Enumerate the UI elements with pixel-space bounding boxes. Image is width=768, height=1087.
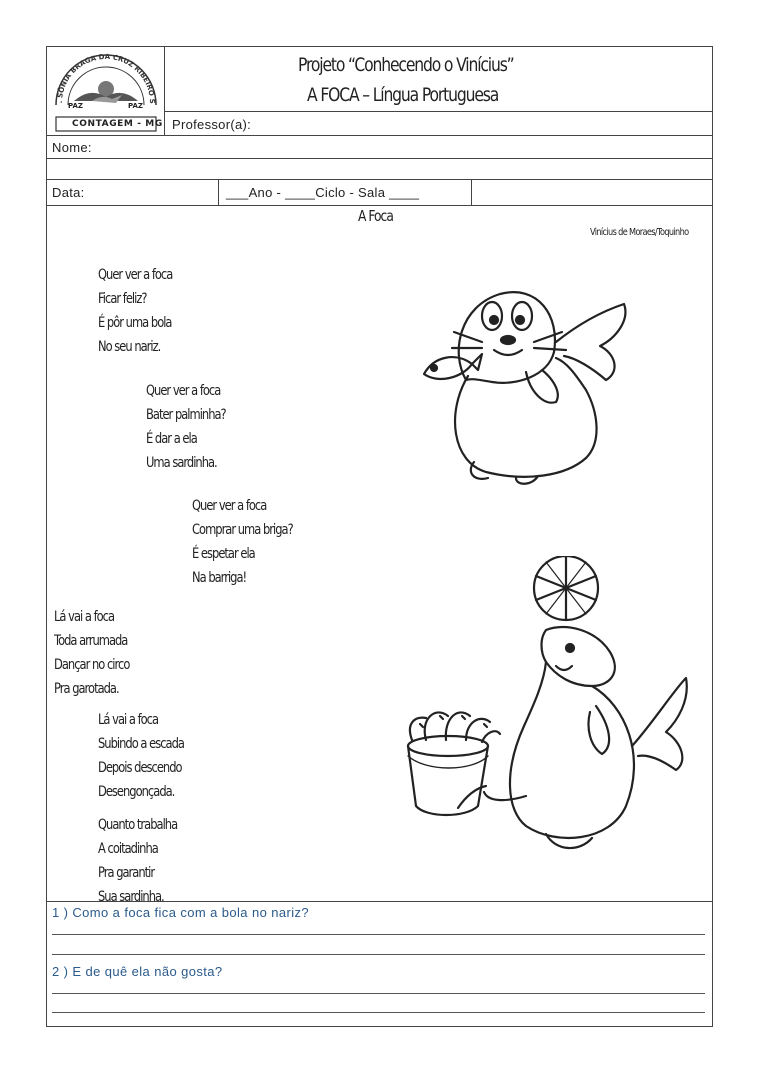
stanza-3 bbox=[192, 494, 293, 590]
poem-line: Pra garotada. bbox=[54, 681, 119, 697]
svg-text:E. M. SÔNIA BRAGA DA CRUZ RIBE: . SÔNIA BRAGA DA CRUZ RIBEIRO S bbox=[55, 52, 157, 104]
poem-line: Lá vai a foca bbox=[54, 609, 115, 625]
logo-motto-right: PAZ bbox=[128, 102, 143, 110]
teacher-row-divider bbox=[46, 135, 713, 136]
poem-line: É dar a ela bbox=[146, 431, 197, 447]
poem-line: Uma sardinha. bbox=[146, 455, 217, 471]
poem-line: Depois descendo bbox=[98, 760, 182, 776]
poem-line: No seu nariz. bbox=[98, 339, 161, 355]
poem-line: Ficar feliz? bbox=[98, 291, 147, 307]
poem-title: A Foca bbox=[358, 207, 393, 225]
poem-line: Sua sardinha. bbox=[98, 889, 164, 905]
spacer-row-divider bbox=[46, 179, 713, 180]
date-label: Data: bbox=[52, 185, 85, 200]
stanza-5 bbox=[98, 708, 184, 804]
poem-line: É espetar ela bbox=[192, 546, 255, 562]
seal-holding-fish-illustration bbox=[416, 272, 636, 492]
answer-line-1b[interactable] bbox=[52, 954, 705, 955]
logo-city: CONTAGEM - MG bbox=[72, 119, 163, 129]
stanza-2 bbox=[146, 379, 226, 475]
stanza-1 bbox=[98, 263, 172, 359]
poem-line: Quer ver a foca bbox=[146, 383, 221, 399]
answer-line-1a[interactable] bbox=[52, 934, 705, 935]
answer-line-2b[interactable] bbox=[52, 1012, 705, 1013]
poem-line: É pôr uma bola bbox=[98, 315, 172, 331]
poem-author: Vinícius de Moraes/Toquinho bbox=[590, 227, 689, 238]
poem-line: Pra garantir bbox=[98, 865, 155, 881]
stanza-4 bbox=[54, 605, 129, 701]
school-logo bbox=[52, 49, 163, 133]
question-1: 1 ) Como a foca fica com a bola no nariz? bbox=[52, 905, 310, 920]
name-label: Nome: bbox=[52, 140, 92, 155]
class-fields: ___Ano - ____Ciclo - Sala ____ bbox=[226, 185, 420, 200]
poem-line: Na barriga! bbox=[192, 570, 247, 586]
poem-line: Quer ver a foca bbox=[192, 498, 267, 514]
poem-line: A coitadinha bbox=[98, 841, 158, 857]
project-title: Projeto “Conhecendo o Vinícius” bbox=[298, 54, 514, 76]
question-2: 2 ) E de quê ela não gosta? bbox=[52, 964, 223, 979]
worksheet-title: A FOCA – Língua Portuguesa bbox=[307, 84, 499, 106]
teacher-label: Professor(a): bbox=[172, 117, 252, 132]
logo-motto-left: PAZ bbox=[68, 102, 83, 110]
poem-line: Comprar uma briga? bbox=[192, 522, 293, 538]
logo-cell-divider bbox=[164, 46, 165, 135]
poem-line: Lá vai a foca bbox=[98, 712, 159, 728]
date-cell-divider bbox=[218, 179, 219, 205]
poem-line: Desengonçada. bbox=[98, 784, 175, 800]
poem-line: Dançar no circo bbox=[54, 657, 130, 673]
stanza-6 bbox=[98, 813, 177, 909]
header-divider bbox=[164, 111, 713, 112]
seal-balancing-ball-illustration bbox=[396, 556, 696, 856]
poem-line: Quanto trabalha bbox=[98, 817, 178, 833]
class-cell-divider bbox=[471, 179, 472, 205]
poem-line: Quer ver a foca bbox=[98, 267, 173, 283]
name-row-divider bbox=[46, 158, 713, 159]
poem-line: Toda arrumada bbox=[54, 633, 128, 649]
poem-line: Subindo a escada bbox=[98, 736, 184, 752]
questions-divider bbox=[46, 901, 713, 902]
date-row-divider bbox=[46, 205, 713, 206]
answer-line-2a[interactable] bbox=[52, 993, 705, 994]
poem-line: Bater palminha? bbox=[146, 407, 226, 423]
